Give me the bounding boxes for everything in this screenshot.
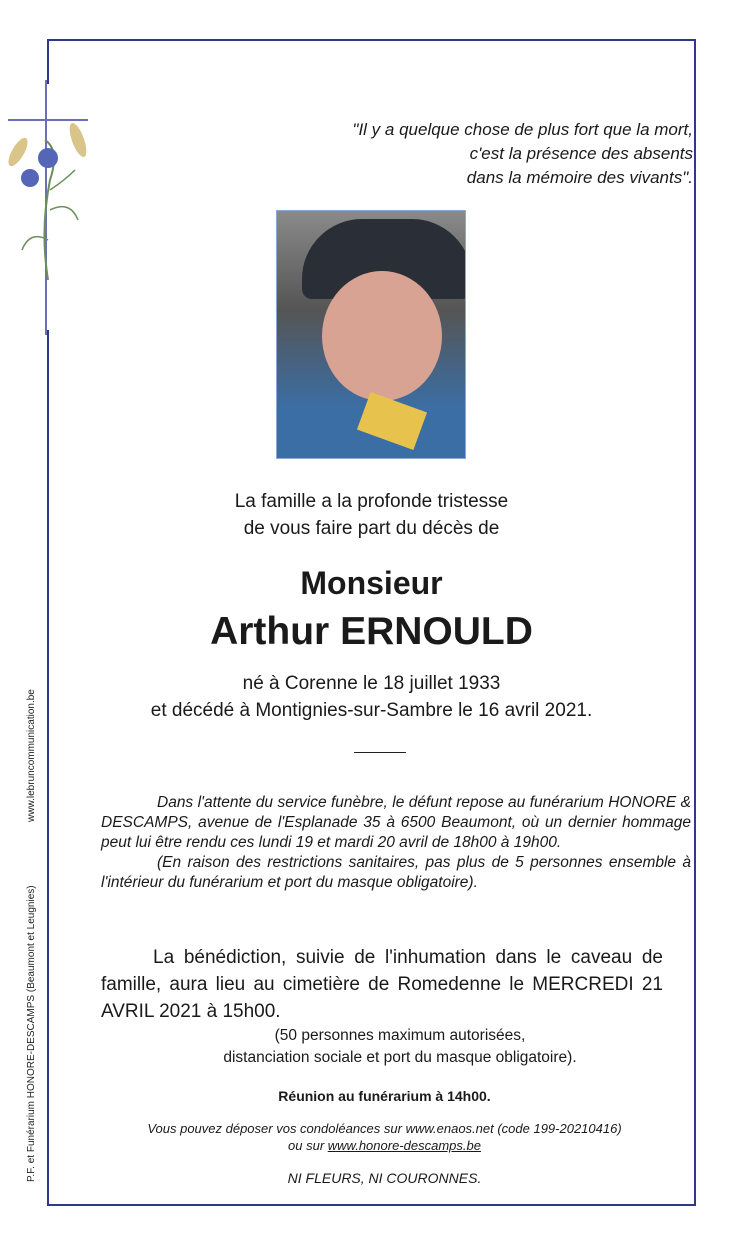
- deceased-name: Arthur ERNOULD: [210, 610, 533, 653]
- frame-border: [47, 39, 696, 41]
- flowers-notice: NI FLEURS, NI COURONNES.: [287, 1170, 482, 1186]
- portrait-photo: [276, 210, 466, 459]
- printer-credit: www.lebruncommunication.be: [26, 689, 37, 822]
- quote-line: "Il y a quelque chose de plus fort que la mort,: [352, 120, 693, 139]
- birth-line: né à Corenne le 18 juillet 1933: [242, 673, 501, 694]
- wake-paragraph: Dans l'attente du service funèbre, le défunt repose au funérarium HONORE & DESCAMPS, avenue de l'Esplanade 35 à 6500 Beaumont, où un dernier hommage peut lui être rendu ces lundi 19 et mardi 20 avril de 18h00 à 19h00.: [101, 794, 691, 851]
- restriction-line: distanciation sociale et port du masque obligatoire).: [223, 1049, 577, 1066]
- condolences-prefix: ou sur: [288, 1138, 328, 1153]
- condolences-line: Vous pouvez déposer vos condoléances sur www.enaos.net (code 199-20210416): [147, 1121, 622, 1136]
- frame-border: [47, 330, 49, 1206]
- death-line: et décédé à Montignies-sur-Sambre le 16 avril 2021.: [150, 700, 593, 721]
- frame-border: [47, 1204, 696, 1206]
- frame-border: [47, 39, 49, 84]
- ceremony-restrictions: [80, 1025, 720, 1069]
- intro-line: La famille a la profonde tristesse: [234, 491, 509, 512]
- meeting-info: Réunion au funérarium à 14h00.: [278, 1088, 491, 1104]
- restriction-line: (50 personnes maximum autorisées,: [274, 1027, 526, 1044]
- intro-text: [47, 488, 696, 542]
- funeral-home-credit: P.F. et Funérarium HONORE-DESCAMPS (Beaumont et Leugnies): [26, 885, 37, 1182]
- birth-death-dates: [47, 670, 696, 724]
- website-link[interactable]: www.honore-descamps.be: [327, 1138, 481, 1153]
- divider: [354, 752, 406, 753]
- condolences-info: [60, 1120, 709, 1154]
- title: Monsieur: [300, 565, 443, 601]
- wake-restrictions: (En raison des restrictions sanitaires, pas plus de 5 personnes ensemble à l'intérieur du funérarium et port du masque obligatoire).: [101, 854, 691, 891]
- quote-line: c'est la présence des absents: [469, 144, 693, 163]
- ceremony-info: La bénédiction, suivie de l'inhumation dans le caveau de famille, aura lieu au cimetière de Romedenne le MERCREDI 21 AVRIL 2021 à 15h00.: [101, 947, 663, 1022]
- cross-flower-icon: [0, 80, 100, 340]
- wake-info: [101, 793, 691, 893]
- epigraph-quote: [352, 118, 693, 190]
- intro-line: de vous faire part du décès de: [243, 518, 500, 539]
- quote-line: dans la mémoire des vivants".: [466, 168, 693, 187]
